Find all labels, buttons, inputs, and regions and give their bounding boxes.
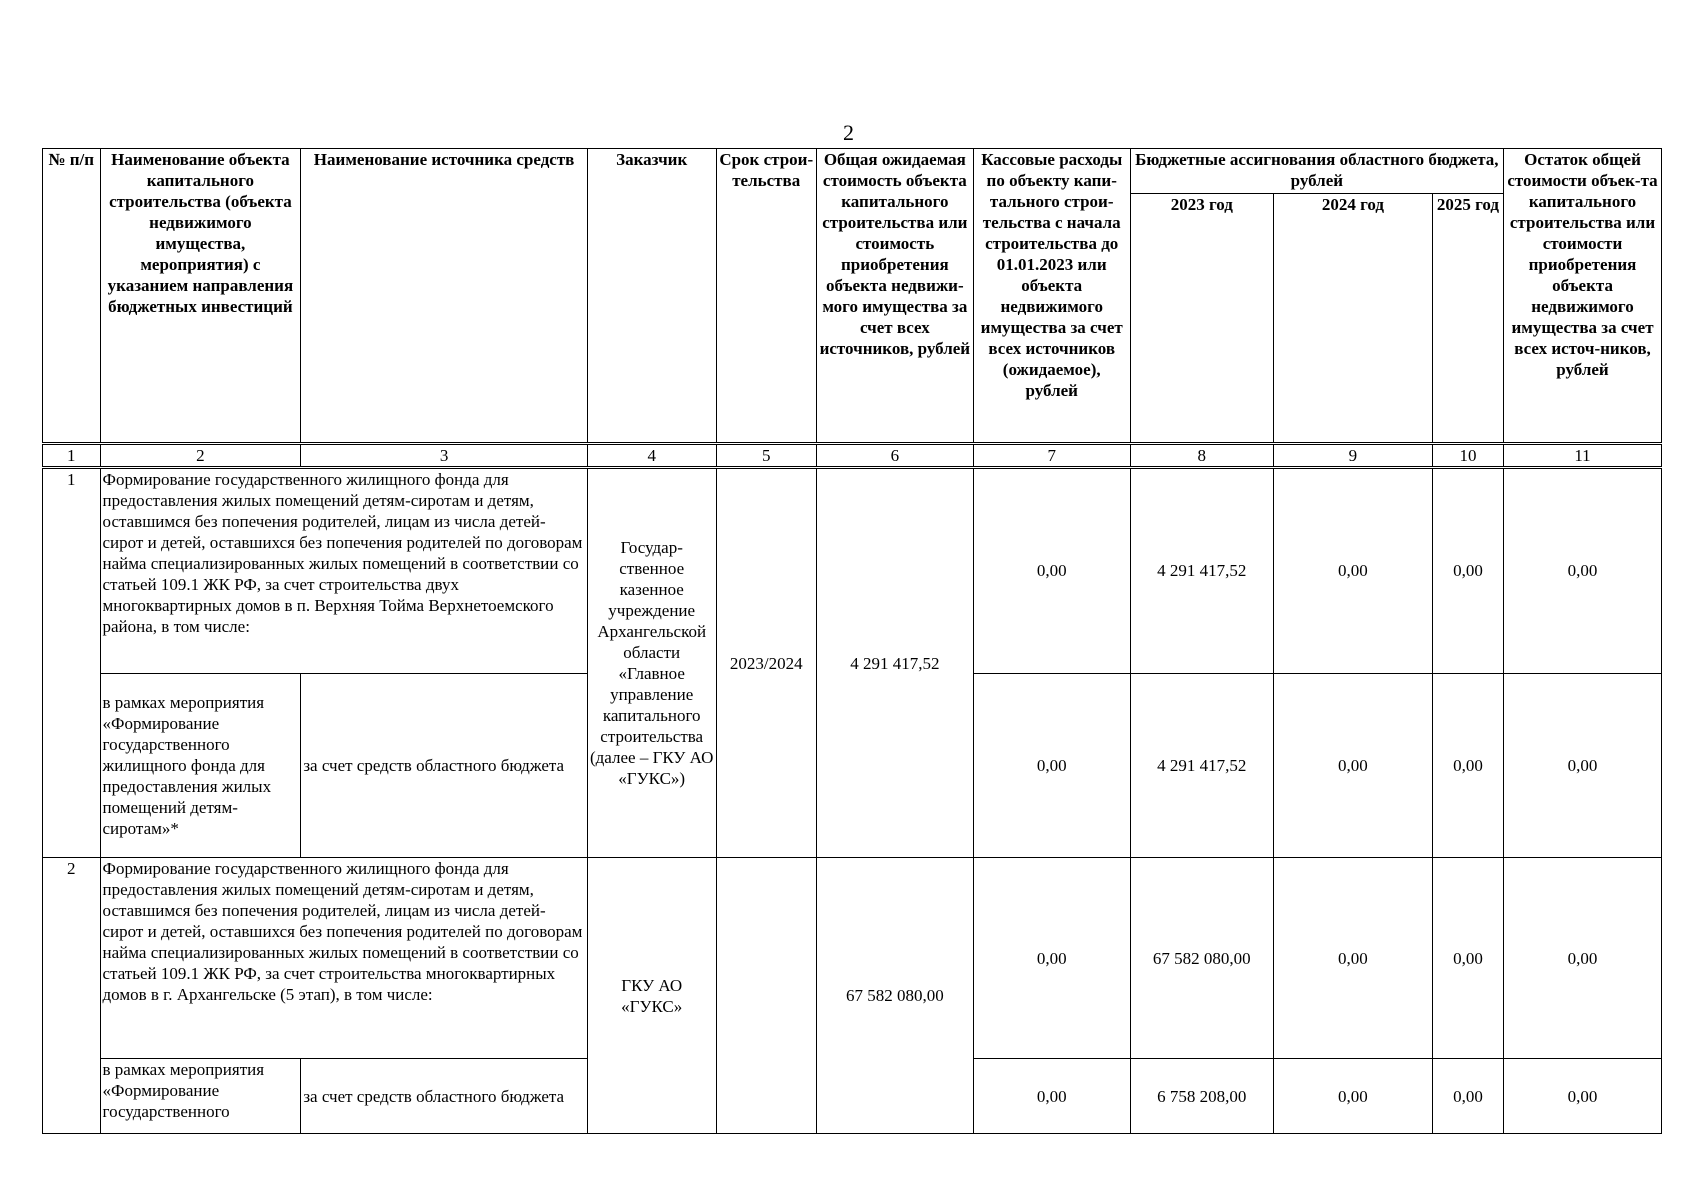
total-cost: 4 291 417,52 [816, 468, 973, 858]
column-number: 2 [100, 444, 301, 468]
allocation-2023: 4 291 417,52 [1130, 468, 1273, 673]
column-number: 1 [43, 444, 101, 468]
allocation-2024: 0,00 [1273, 468, 1432, 673]
column-number: 4 [587, 444, 716, 468]
allocation-2023: 67 582 080,00 [1130, 858, 1273, 1059]
header-object-name: Наименование объекта капитального строительства (объекта недвижимого имущества, мероприятия) с указанием направления бюджетных инвестиций [100, 149, 301, 444]
allocation-2025: 0,00 [1432, 858, 1503, 1059]
column-number: 5 [716, 444, 816, 468]
allocation-2025: 0,00 [1432, 468, 1503, 673]
object-name: Формирование государственного жилищного фонда для предоставления жилых помещений детям-сиротам и детям, оставшимся без попечения родителей, лицам из числа детей-сирот и детей, оставшихся без попечения родителей по договорам найма специализированных жилых помещений в соответствии со статьей 109.1 ЖК РФ, за счет строительства двух многоквартирных домов в п. Верхняя Тойма Верхнетоемского района, в том числе: [100, 468, 587, 673]
header-funding-source: Наименование источника средств [301, 149, 588, 444]
header-remaining-cost: Остаток общей стоимости объек-та капитального строительства или стоимости приобретения объекта недвижимого имущества за счет всех источ-ников, рублей [1504, 149, 1662, 444]
customer: ГКУ АО «ГУКС» [587, 858, 716, 1134]
remaining-cost: 0,00 [1504, 858, 1662, 1059]
row-number: 1 [43, 468, 101, 858]
header-number: № п/п [43, 149, 101, 444]
allocation-2025: 0,00 [1432, 1059, 1503, 1134]
header-year-2023: 2023 год [1130, 193, 1273, 444]
column-number: 7 [973, 444, 1130, 468]
page-number: 2 [843, 120, 854, 145]
allocation-2023: 4 291 417,52 [1130, 673, 1273, 858]
header-customer: Заказчик [587, 149, 716, 444]
header-year-2025: 2025 год [1432, 193, 1503, 444]
header-cash-expenses: Кассовые расходы по объекту капи-тального строи-тельства с начала строительства до 01.01.2023 или объекта недвижимого имущества за счет всех источников (ожидаемое), рублей [973, 149, 1130, 444]
allocation-2024: 0,00 [1273, 858, 1432, 1059]
row-number: 2 [43, 858, 101, 1134]
customer: Государ-ственное казенное учреждение Архангельской области «Главное управление капитального строительства (далее – ГКУ АО «ГУКС») [587, 468, 716, 858]
header-construction-term: Срок строи-тельства [716, 149, 816, 444]
table-row [43, 858, 1662, 1059]
remaining-cost: 0,00 [1504, 673, 1662, 858]
cash-expenses: 0,00 [973, 673, 1130, 858]
total-cost: 67 582 080,00 [816, 858, 973, 1134]
cash-expenses: 0,00 [973, 1059, 1130, 1134]
table-header-row [43, 149, 1662, 194]
column-number: 6 [816, 444, 973, 468]
column-number: 3 [301, 444, 588, 468]
header-budget-allocations: Бюджетные ассигнования областного бюджета, рублей [1130, 149, 1503, 194]
table-row [43, 468, 1662, 673]
construction-term: 2023/2024 [716, 468, 816, 858]
cash-expenses: 0,00 [973, 468, 1130, 673]
column-number: 8 [1130, 444, 1273, 468]
activity-name: в рамках мероприятия «Формирование государственного [100, 1059, 301, 1134]
column-number: 11 [1504, 444, 1662, 468]
funding-source: за счет средств областного бюджета [301, 1059, 588, 1134]
remaining-cost: 0,00 [1504, 1059, 1662, 1134]
header-year-2024: 2024 год [1273, 193, 1432, 444]
allocation-2024: 0,00 [1273, 1059, 1432, 1134]
header-total-cost: Общая ожидаемая стоимость объекта капитального строительства или стоимость приобретения объекта недвижи-мого имущества за счет всех источников, рублей [816, 149, 973, 444]
column-number: 9 [1273, 444, 1432, 468]
object-name: Формирование государственного жилищного фонда для предоставления жилых помещений детям-сиротам и детям, оставшимся без попечения родителей, лицам из числа детей-сирот и детей, оставшихся без попечения родителей по договорам найма специализированных жилых помещений в соответствии со статьей 109.1 ЖК РФ, за счет строительства многоквартирных домов в г. Архангельске (5 этап), в том числе: [100, 858, 587, 1059]
allocation-2025: 0,00 [1432, 673, 1503, 858]
activity-name: в рамках мероприятия «Формирование государственного жилищного фонда для предоставления жилых помещений детям-сиротам»* [100, 673, 301, 858]
allocation-2024: 0,00 [1273, 673, 1432, 858]
column-number: 10 [1432, 444, 1503, 468]
column-numbers-row [43, 444, 1662, 468]
allocation-2023: 6 758 208,00 [1130, 1059, 1273, 1134]
remaining-cost: 0,00 [1504, 468, 1662, 673]
construction-term [716, 858, 816, 1134]
funding-source: за счет средств областного бюджета [301, 673, 588, 858]
budget-investments-table [42, 148, 1662, 1134]
cash-expenses: 0,00 [973, 858, 1130, 1059]
